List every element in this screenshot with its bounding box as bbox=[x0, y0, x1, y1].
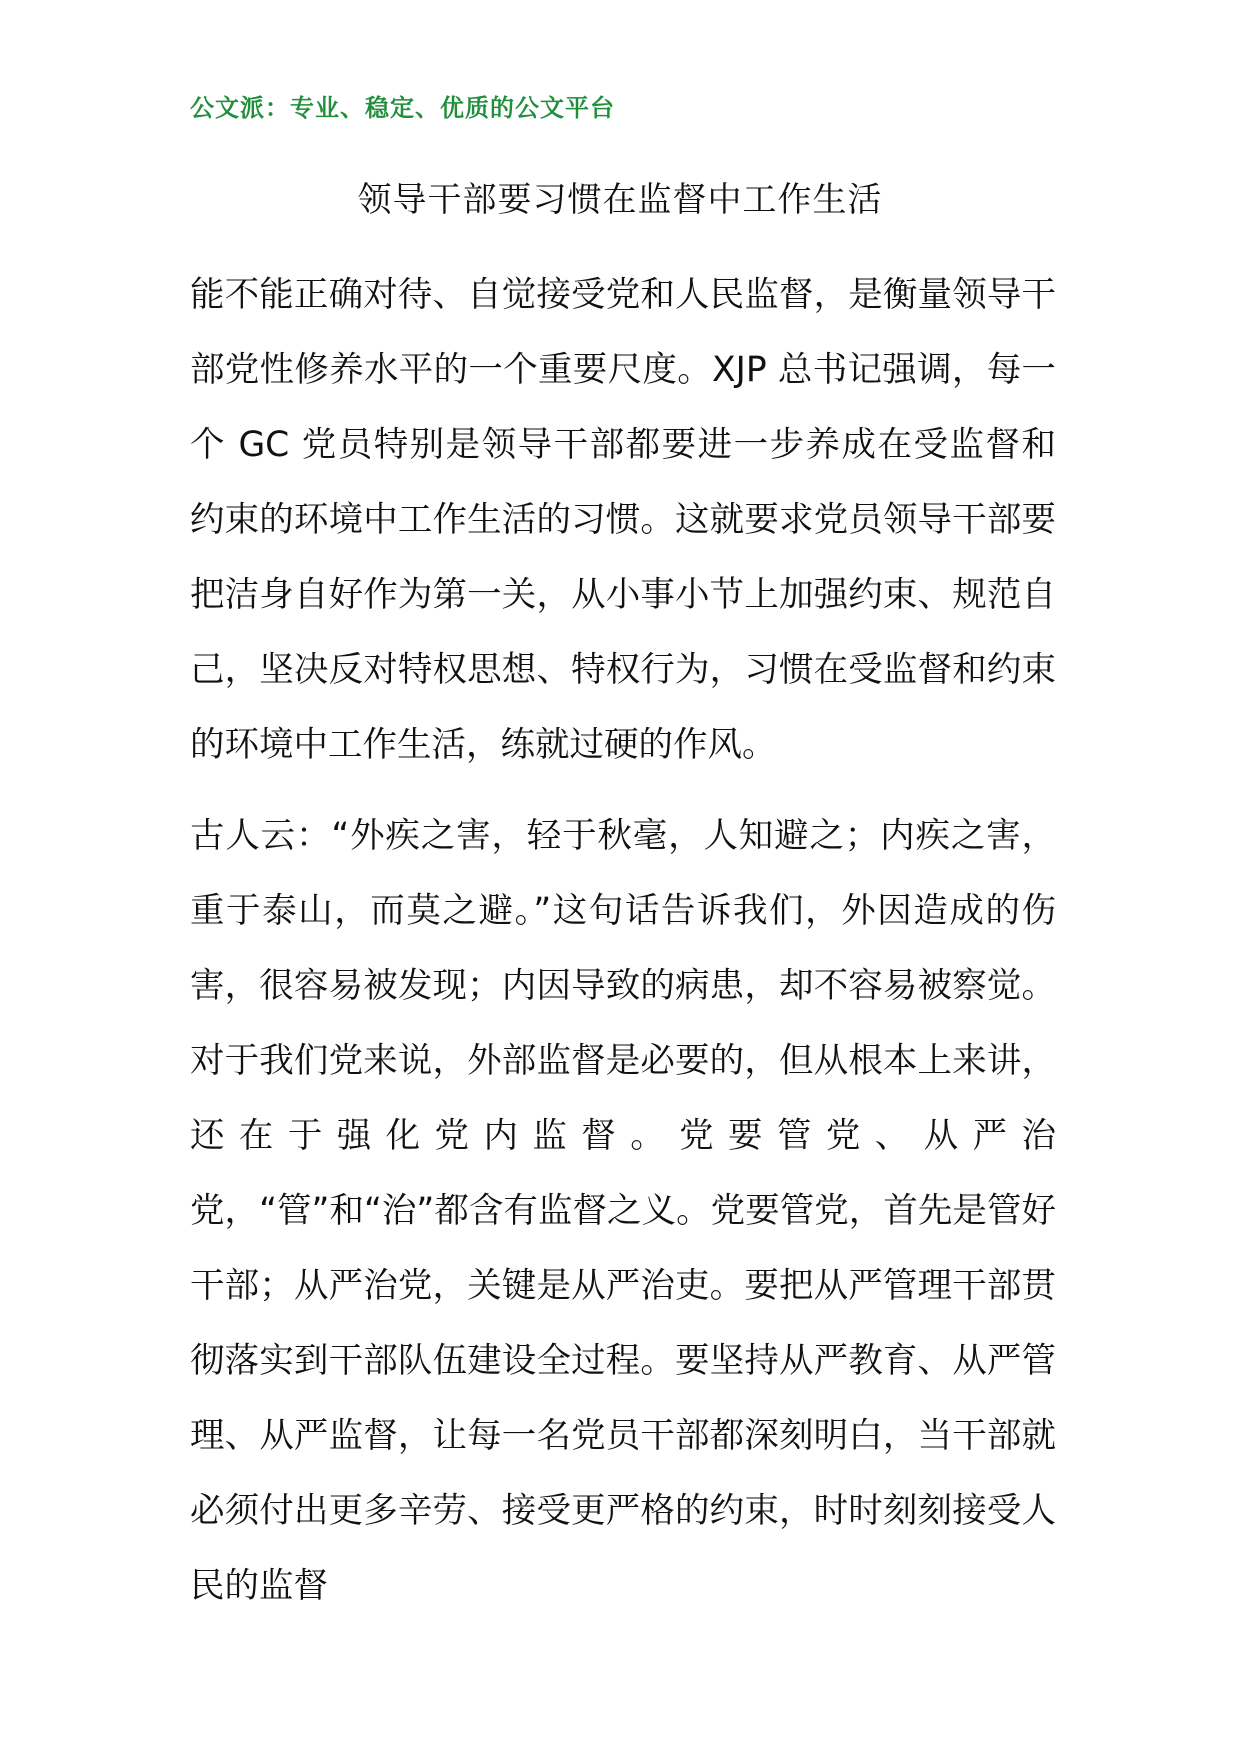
body-paragraph-2: 古人云：“外疾之害，轻于秋毫，人知避之；内疾之害，重于泰山，而莫之避。”这句话告诉我们，外因造成的伤害，很容易被发现；内因导致的病患，却不容易被察觉。对于我们党来说，外部监督是必要的，但从根本上来讲，还在于强化党内监督。党要管党、从严治党，“管”和“治”都含有监督之义。党要管党，首先是管好干部；从严治党，关键是从严治吏。要把从严管理干部贯彻落实到干部队伍建设全过程。要坚持从严教育、从严管理、从严监督，让每一名党员干部都深刻明白，当干部就必须付出更多辛劳、接受更严格的约束，时时刻刻接受人民的监督 bbox=[190, 816, 1056, 1606]
document-title: 领导干部要习惯在监督中工作生活 bbox=[357, 180, 883, 220]
header-brand-text: 公文派：专业、稳定、优质的公文平台 bbox=[190, 93, 615, 122]
body-paragraph-1: 能不能正确对待、自觉接受党和人民监督，是衡量领导干部党性修养水平的一个重要尺度。XJP 总书记强调，每一个 GC 党员特别是领导干部都要进一步养成在受监督和约束的环境中工作生活的习惯。这就要求党员领导干部要把洁身自好作为第一关，从小事小节上加强约束、规范自己，坚决反对特权思想、特权行为，习惯在受监督和约束的环境中工作生活，练就过硬的作风。 bbox=[190, 275, 1056, 765]
document-body bbox=[190, 258, 1056, 1624]
